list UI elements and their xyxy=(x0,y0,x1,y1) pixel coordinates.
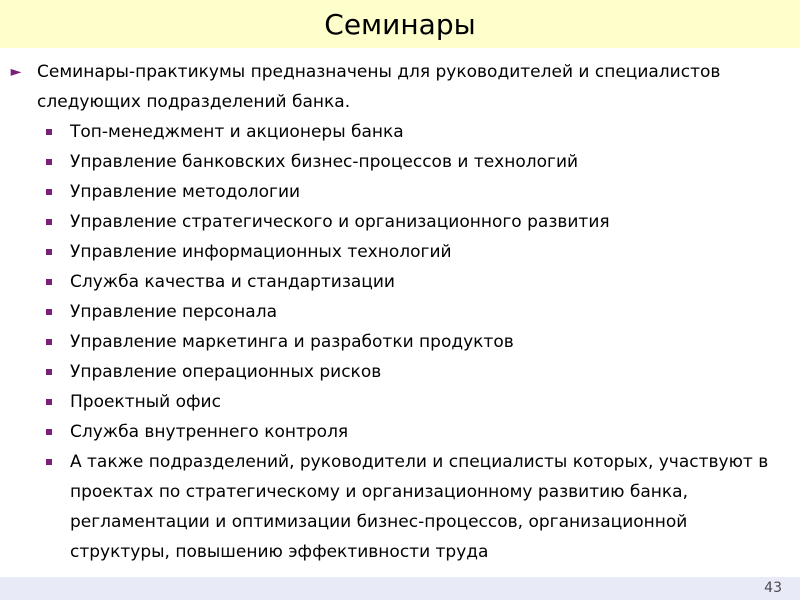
lead-paragraph xyxy=(0,57,743,117)
list-item xyxy=(0,387,800,417)
list-item-text: Управление персонала xyxy=(70,302,277,322)
square-bullet-icon xyxy=(46,429,52,435)
list-item xyxy=(0,177,800,207)
square-bullet-icon xyxy=(46,309,52,315)
square-bullet-icon xyxy=(46,189,52,195)
square-bullet-icon xyxy=(46,279,52,285)
list-item xyxy=(0,147,800,177)
department-list xyxy=(0,117,800,567)
list-item-text: Управление информационных технологий xyxy=(70,242,452,262)
list-item-text: Управление банковских бизнес-процессов и технологий xyxy=(70,152,579,172)
list-item-text: Служба качества и стандартизации xyxy=(70,272,395,292)
list-item-text: Топ-менеджмент и акционеры банка xyxy=(70,122,404,142)
slide-title: Семинары xyxy=(324,7,476,41)
list-item xyxy=(0,297,800,327)
list-item-text: Управление методологии xyxy=(70,182,301,202)
square-bullet-icon xyxy=(46,459,52,465)
list-item-text: А также подразделений, руководители и специалисты которых, участвуют в проектах по стратегическому и организационному развитию банка, регламентации и оптимизации бизнес-процессов, организационной структуры, повышению эффективности труда xyxy=(70,452,769,562)
list-item-text: Служба внутреннего контроля xyxy=(70,422,349,442)
square-bullet-icon xyxy=(46,369,52,375)
list-item xyxy=(0,417,800,447)
list-item-text: Проектный офис xyxy=(70,392,221,412)
footer-bar xyxy=(0,577,800,600)
list-item xyxy=(0,237,800,267)
lead-text: Семинары-практикумы предназначены для руководителей и специалистов следующих подразделений банка. xyxy=(37,62,721,112)
slide-content xyxy=(0,57,800,567)
list-item xyxy=(0,327,800,357)
list-item xyxy=(0,447,800,567)
list-item xyxy=(0,357,800,387)
page-number: 43 xyxy=(764,580,782,596)
list-item xyxy=(0,117,800,147)
list-item xyxy=(0,267,800,297)
list-item-text: Управление маркетинга и разработки продуктов xyxy=(70,332,514,352)
square-bullet-icon xyxy=(46,159,52,165)
list-item xyxy=(0,207,800,237)
square-bullet-icon xyxy=(46,339,52,345)
square-bullet-icon xyxy=(46,129,52,135)
title-bar xyxy=(0,0,800,48)
square-bullet-icon xyxy=(46,399,52,405)
list-item-text: Управление стратегического и организационного развития xyxy=(70,212,610,232)
list-item-text: Управление операционных рисков xyxy=(70,362,382,382)
square-bullet-icon xyxy=(46,219,52,225)
triangle-right-icon: ► xyxy=(10,64,22,80)
square-bullet-icon xyxy=(46,249,52,255)
